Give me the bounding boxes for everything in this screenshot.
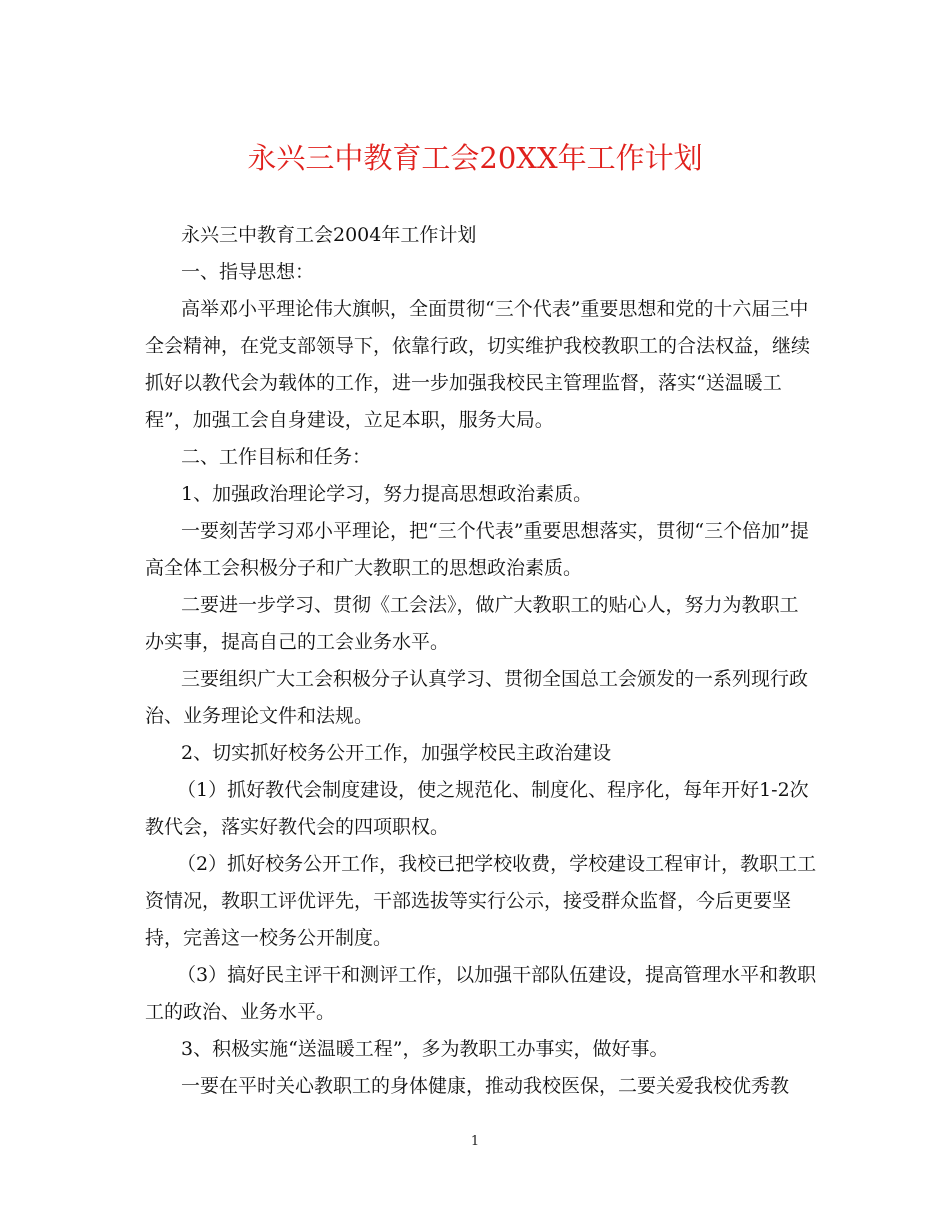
paragraph-line: 工的政治、业务水平。 [145, 1001, 336, 1023]
subsection-heading: 3、积极实施“送温暖工程”，多为教职工办事实，做好事。 [181, 1038, 669, 1060]
paragraph-line: （3）搞好民主评干和测评工作，以加强干部队伍建设，提高管理水平和教职 [177, 964, 817, 986]
paragraph-line: 一要刻苦学习邓小平理论，把“三个代表”重要思想落实，贯彻“三个倍加”提 [181, 520, 809, 542]
paragraph-line: 高举邓小平理论伟大旗帜，全面贯彻“三个代表”重要思想和党的十六届三中 [181, 298, 809, 320]
paragraph-line: 治、业务理论文件和法规。 [145, 705, 374, 727]
subsection-heading: 1、加强政治理论学习，努力提高思想政治素质。 [181, 483, 593, 505]
paragraph-line: 一要在平时关心教职工的身体健康，推动我校医保，二要关爱我校优秀教 [181, 1075, 790, 1097]
paragraph-line: 资情况，教职工评优评先，干部选拔等实行公示，接受群众监督，今后更要坚 [145, 890, 792, 912]
document-title: 永兴三中教育工会20XX年工作计划 [247, 141, 703, 175]
section-heading: 二、工作目标和任务： [181, 446, 372, 468]
section-heading: 一、指导思想： [181, 261, 315, 283]
paragraph-line: 程”，加强工会自身建设，立足本职，服务大局。 [145, 409, 554, 431]
page-number: 1 [470, 1134, 480, 1149]
paragraph-line: 高全体工会积极分子和广大教职工的思想政治素质。 [145, 557, 583, 579]
paragraph-line: 教代会，落实好教代会的四项职权。 [145, 816, 450, 838]
paragraph-line: 三要组织广大工会积极分子认真学习、贯彻全国总工会颁发的一系列现行政 [181, 668, 809, 690]
paragraph-line: （2）抓好校务公开工作，我校已把学校收费，学校建设工程审计，教职工工 [177, 853, 817, 875]
paragraph-line: 全会精神，在党支部领导下，依靠行政，切实维护我校教职工的合法权益，继续 [145, 335, 811, 357]
paragraph-line: （1）抓好教代会制度建设，使之规范化、制度化、程序化，每年开好1-2次 [177, 779, 809, 801]
paragraph-line: 抓好以教代会为载体的工作，进一步加强我校民主管理监督，落实“送温暖工 [145, 372, 782, 394]
paragraph-line: 办实事，提高自己的工会业务水平。 [145, 631, 450, 653]
subtitle-line: 永兴三中教育工会2004年工作计划 [181, 224, 477, 246]
paragraph-line: 二要进一步学习、贯彻《工会法》，做广大教职工的贴心人，努力为教职工 [181, 594, 799, 616]
subsection-heading: 2、切实抓好校务公开工作，加强学校民主政治建设 [181, 742, 612, 764]
paragraph-line: 持，完善这一校务公开制度。 [145, 927, 393, 949]
